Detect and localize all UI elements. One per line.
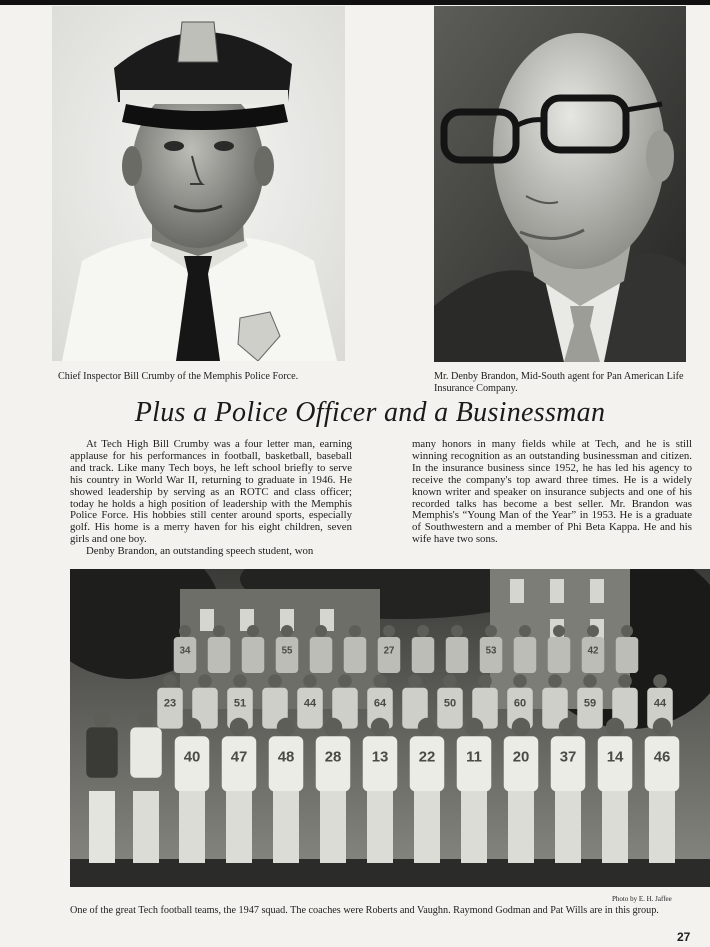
jersey-number: 22 [418, 748, 436, 766]
jersey-number: 44 [303, 697, 317, 710]
jersey-number: 59 [583, 697, 597, 710]
player-legs [649, 791, 675, 863]
player-legs [133, 791, 159, 863]
photo-credit: Photo by E. H. Jaffee [612, 895, 672, 903]
jersey-number: 55 [281, 645, 293, 657]
jersey-number: 23 [163, 697, 177, 710]
jersey-number: 48 [277, 748, 295, 766]
jersey-number: 13 [371, 748, 389, 766]
article-paragraph: At Tech High Bill Crumby was a four letter man, earning applause for his performances in football, basketball, baseball and track. Like many Tech boys, he left school briefly to serve his country in World War II, returning to graduate in 1946. He showed leadership by serving as an ROTC and class officer; today he holds a high position of leadership with the Memphis Police Force. His hobbies still center around sports, especially golf. His home is a merry haven for his eight children, seven girls and one boy. [70, 438, 352, 546]
jersey-number: 34 [179, 645, 191, 657]
jersey-number: 64 [373, 697, 387, 710]
page-number: 27 [677, 930, 691, 944]
player-legs [367, 791, 393, 863]
article-column-left [70, 439, 352, 558]
jersey-number: 27 [383, 645, 395, 657]
article-column-right [412, 439, 692, 546]
football-team-photo [70, 569, 710, 887]
article-headline: Plus a Police Officer and a Businessman [134, 397, 606, 428]
jersey-number: 11 [466, 748, 482, 766]
jersey-number: 47 [230, 748, 248, 766]
jersey-number: 37 [559, 748, 577, 766]
police-officer-caption: Chief Inspector Bill Crumby of the Memphis Police Force. [58, 371, 299, 382]
businessman-caption: Mr. Denby Brandon, Mid-South agent for Pan American Life Insurance Company. [434, 371, 684, 394]
top-rule [0, 0, 710, 5]
jersey-number: 46 [653, 748, 671, 766]
jersey-number: 14 [606, 748, 624, 766]
article-paragraph: many honors in many fields while at Tech, and he is still winning recognition as an outstanding businessman and citizen. In the insurance business since 1952, he has led his agency to receive the company's top award three times. He is a widely known writer and speaker on insurance subjects and one of his recorded talks has become a best seller. Mr. Brandon was Memphis's “Young Man of the Year” in 1953. He is a graduate of Southwestern and a member of Phi Beta Kappa. He and his wife have two sons. [412, 438, 692, 546]
player-legs [602, 791, 628, 863]
player-legs [508, 791, 534, 863]
businessman-portrait [434, 6, 686, 362]
jersey-number: 50 [443, 697, 457, 710]
jersey-number: 28 [324, 748, 342, 766]
jersey-number: 40 [183, 748, 201, 766]
player-legs [273, 791, 299, 863]
player-legs [555, 791, 581, 863]
police-officer-portrait [52, 6, 345, 361]
player-legs [179, 791, 205, 863]
player-legs [226, 791, 252, 863]
article-paragraph: Denby Brandon, an outstanding speech student, won [86, 545, 314, 558]
player-legs [320, 791, 346, 863]
jersey-number: 53 [485, 645, 497, 657]
jersey-number: 44 [653, 697, 667, 710]
jersey-number: 42 [587, 645, 599, 657]
jersey-number: 51 [233, 697, 247, 710]
player-legs [414, 791, 440, 863]
jersey-number: 20 [512, 748, 530, 766]
player-legs [89, 791, 115, 863]
team-photo-caption: One of the great Tech football teams, the 1947 squad. The coaches were Roberts and Vaughn. Raymond Godman and Pat Wills are in this group. [70, 905, 659, 916]
player-legs [461, 791, 487, 863]
jersey-number: 60 [513, 697, 527, 710]
